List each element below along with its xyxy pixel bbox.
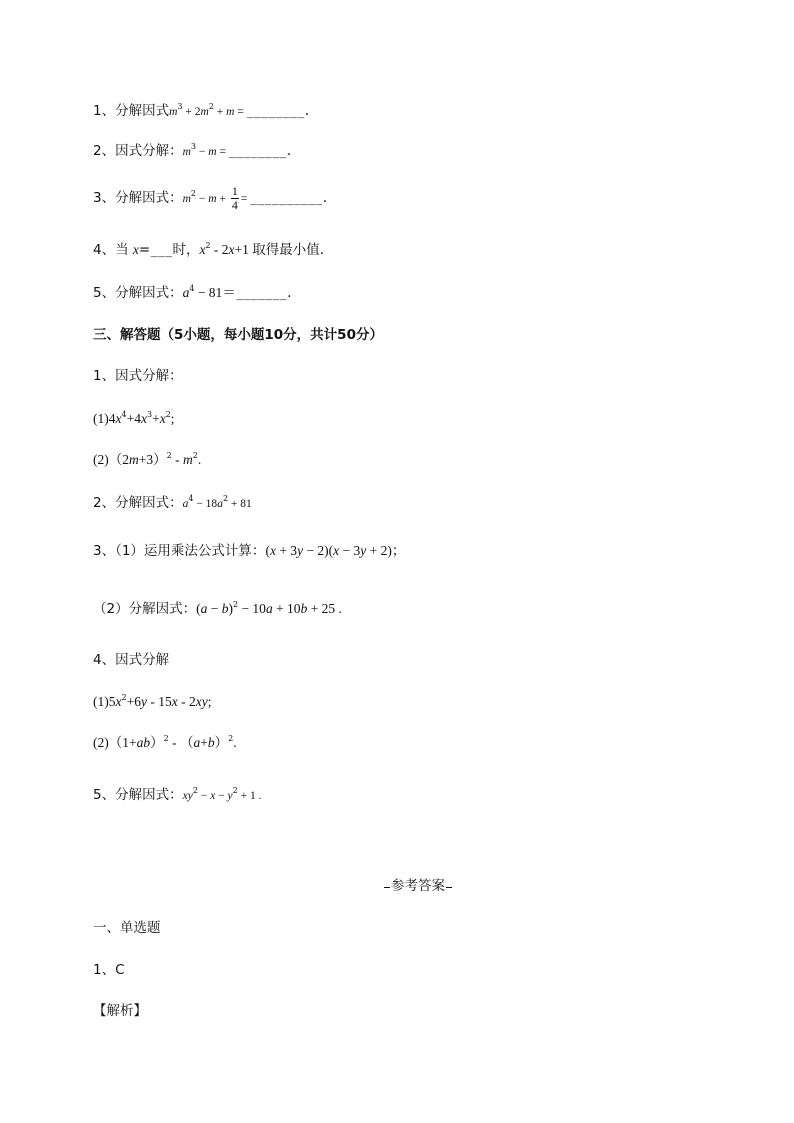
solve-question-1-part-2: $(2)(2m+3)^2 - m^2$. — [93, 451, 202, 467]
solve-question-1: 1、因式分解： — [93, 368, 183, 384]
question-label: 分解因式： — [115, 285, 183, 301]
question-label: 分解因式： — [115, 190, 183, 206]
solve-question-4-part-1: $(1)5x^2+6y - 15x - 2xy$; — [93, 693, 212, 709]
question-number: 5、 — [93, 285, 116, 301]
answer-blank: =___ — [138, 242, 173, 258]
solve-question-1-part-1: $(1)4x^4+4x^3+x^2$; — [93, 410, 175, 426]
answer-blank: ________ — [246, 103, 305, 119]
answers-section-1: 一、单选题 — [93, 920, 161, 936]
fraction-one-quarter: $\frac{1}{4}$ — [231, 184, 238, 212]
answers-title: 参考答案 — [0, 876, 794, 896]
solve-question-4: 4、因式分解 — [93, 652, 170, 668]
solve-question-4-part-2: $(2)(1+ab)^2 - (a+b)^2$. — [93, 734, 237, 750]
fill-in-question-2: 2、因式分解：$m^3 - m$ = ________. — [93, 142, 292, 159]
question-label: 当 — [115, 242, 133, 258]
answer-blank: __________ — [250, 190, 323, 206]
question-number: 2、 — [93, 143, 116, 159]
answer-blank: ＝_______ — [222, 285, 288, 301]
answer-1: 1、C — [93, 962, 125, 978]
question-label: 因式分解： — [115, 143, 183, 159]
solve-question-3-part-2: （2）分解因式：$(a - b)^2 - 10a + 10b + 25$ . — [93, 600, 342, 617]
answer-blank: ________ — [228, 143, 287, 159]
question-number: 3、 — [93, 190, 116, 206]
fill-in-question-1: 1、分解因式$m^3 + 2m^2 + m$ = ________. — [93, 102, 310, 119]
fill-in-question-4: 4、当 x=___时，$x^2 - 2x+1$ 取得最小值． — [93, 241, 334, 258]
question-number: 4、 — [93, 242, 116, 258]
analysis-label: 【解析】 — [93, 1003, 147, 1019]
question-label: 分解因式 — [115, 103, 170, 119]
section-heading: 三、解答题（5小题，每小题10分，共计50分） — [93, 327, 383, 343]
question-number: 1、 — [93, 103, 116, 119]
fill-in-question-3: 3、分解因式：$m^2 - m$ + $\frac{1}{4}$ = __________. — [93, 184, 327, 212]
solve-question-3-part-1: 3、（1）运用乘法公式计算：(x + 3y − 2)(x − 3y + 2)； — [93, 543, 406, 559]
solve-question-5: 5、分解因式：$xy^2 - x - y^2 + 1$ . — [93, 786, 262, 803]
solve-question-2: 2、分解因式：$a^4 - 18a^2 + 81$ — [93, 494, 252, 511]
fill-in-question-5: 5、分解因式：$a^4$ − 81＝_______. — [93, 284, 292, 301]
